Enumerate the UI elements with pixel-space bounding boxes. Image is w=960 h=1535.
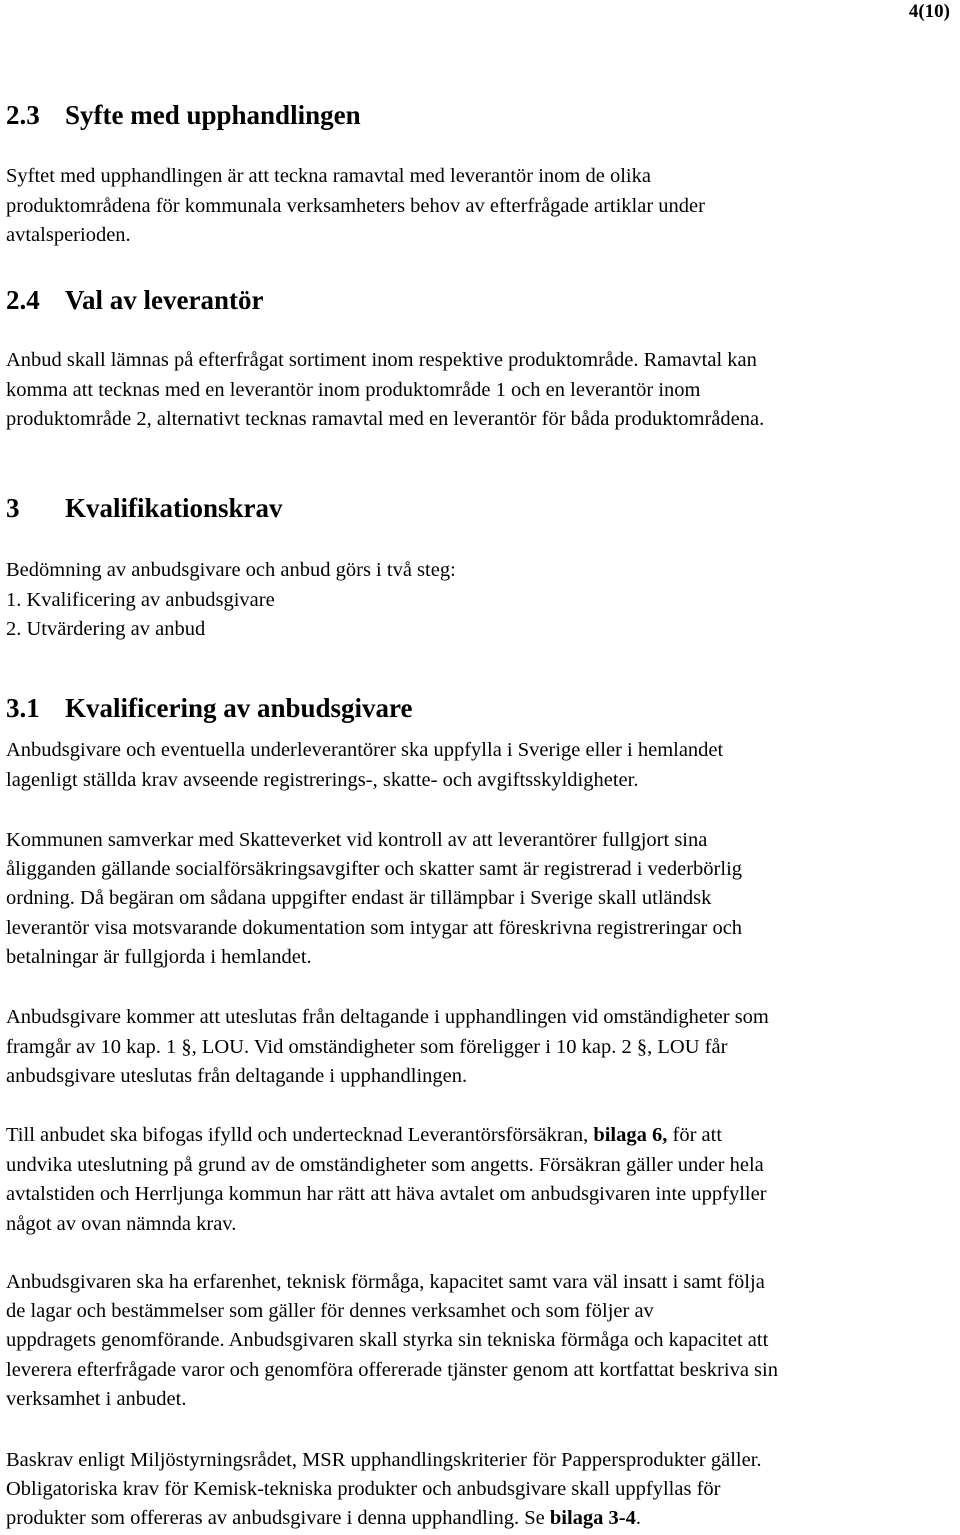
text-line: något av ovan nämnda krav. bbox=[6, 1212, 237, 1235]
text-line: Anbudsgivare och eventuella underleverantörer ska uppfylla i Sverige eller i hemlandet bbox=[6, 739, 724, 761]
text-line: ordning. Då begäran om sådana uppgifter endast är tillämpbar i Sverige skall utländsk bbox=[6, 887, 712, 910]
page-number: 4(10) bbox=[908, 1, 950, 22]
text-line: Bedömning av anbudsgivare och anbud görs i två steg: bbox=[6, 559, 456, 581]
text-line: Anbudsgivare kommer att uteslutas från deltagande i upphandlingen vid omständigheter som bbox=[6, 1006, 769, 1028]
heading-title: Kvalifikationskrav bbox=[65, 493, 283, 523]
text-line: Baskrav enligt Miljöstyrningsrådet, MSR upphandlingskriterier för Pappersprodukter gäller. bbox=[6, 1449, 762, 1471]
text-line: de lagar och bestämmelser som gäller för dennes verksamhet och som följer av bbox=[6, 1300, 654, 1323]
heading-title: Syfte med upphandlingen bbox=[65, 100, 361, 130]
paragraph-5 bbox=[6, 1268, 951, 1414]
text-line bbox=[6, 1504, 951, 1533]
text-line: leverantör visa motsvarande dokumentation som intygar att föreskrivna registreringar och bbox=[6, 916, 743, 939]
heading-3-1 bbox=[6, 692, 413, 724]
heading-2-4 bbox=[6, 284, 263, 316]
heading-3 bbox=[6, 492, 283, 524]
text-line: produktområdena för kommunala verksamheters behov av efterfrågade artiklar under bbox=[6, 194, 705, 217]
heading-number: 2.3 bbox=[6, 100, 40, 130]
paragraph-1 bbox=[6, 736, 951, 795]
text-line: leverera efterfrågade varor och genomföra offererade tjänster genom att kortfattat beskriva sin bbox=[6, 1358, 778, 1381]
text-line: produktområde 2, alternativt tecknas ramavtal med en leverantör för båda produktområdena. bbox=[6, 408, 765, 431]
paragraph-kvalifikationskrav bbox=[6, 556, 951, 645]
paragraph-syfte bbox=[6, 162, 951, 251]
heading-title: Val av leverantör bbox=[65, 285, 264, 315]
text-line: avtalsperioden. bbox=[6, 224, 131, 247]
list-item: 2. Utvärdering av anbud bbox=[6, 618, 206, 641]
text-line: betalningar är fullgjorda i hemlandet. bbox=[6, 945, 312, 968]
text-line: uppdragets genomförande. Anbudsgivaren skall styrka sin tekniska förmåga och kapacitet att bbox=[6, 1329, 769, 1352]
text-line bbox=[6, 1121, 951, 1151]
heading-number: 3 bbox=[6, 493, 20, 523]
heading-number: 2.4 bbox=[6, 285, 40, 315]
text-line: Anbud skall lämnas på efterfrågat sortiment inom respektive produktområde. Ramavtal kan bbox=[6, 349, 757, 371]
heading-number: 3.1 bbox=[6, 693, 40, 723]
text-line: framgår av 10 kap. 1 §, LOU. Vid omständigheter som föreligger i 10 kap. 2 §, LOU får bbox=[6, 1035, 728, 1058]
text-line: undvika uteslutning på grund av de omständigheter som angetts. Försäkran gäller under hela bbox=[6, 1153, 764, 1176]
text-run: för att bbox=[667, 1124, 723, 1146]
bilaga-3-4-reference: bilaga 3-4 bbox=[549, 1507, 636, 1530]
text-line: Syftet med upphandlingen är att teckna ramavtal med leverantör inom de olika bbox=[6, 165, 651, 187]
text-run: produkter som offereras av anbudsgivare i denna upphandling. Se bbox=[6, 1507, 550, 1530]
paragraph-2 bbox=[6, 826, 951, 972]
paragraph-val-av-leverantor bbox=[6, 346, 951, 435]
text-line: Kommunen samverkar med Skatteverket vid kontroll av att leverantörer fullgjort sina bbox=[6, 829, 708, 851]
text-run: Till anbudet ska bifogas ifylld och undertecknad Leverantörsförsäkran, bbox=[6, 1124, 594, 1146]
text-line: komma att tecknas med en leverantör inom produktområde 1 och en leverantör inom bbox=[6, 378, 701, 401]
paragraph-4 bbox=[6, 1121, 951, 1239]
text-line: avtalstiden och Herrljunga kommun har rätt att häva avtalet om anbudsgivaren inte uppfyller bbox=[6, 1183, 767, 1206]
text-line: Obligatoriska krav för Kemisk-tekniska produkter och anbudsgivare skall uppfyllas för bbox=[6, 1478, 721, 1501]
text-line: verksamhet i anbudet. bbox=[6, 1387, 187, 1410]
text-line: åligganden gällande socialförsäkringsavgifter och skatter samt är registrerad i vederbörlig bbox=[6, 858, 743, 881]
text-run: . bbox=[635, 1507, 641, 1530]
list-item: 1. Kvalificering av anbudsgivare bbox=[6, 588, 275, 611]
paragraph-3 bbox=[6, 1003, 951, 1092]
text-line: lagenligt ställda krav avseende registrerings-, skatte- och avgiftsskyldigheter. bbox=[6, 768, 639, 791]
bilaga-6-reference: bilaga 6, bbox=[593, 1124, 668, 1146]
heading-2-3 bbox=[6, 99, 361, 131]
text-line: anbudsgivare uteslutas från deltagande i upphandlingen. bbox=[6, 1065, 468, 1088]
text-line: Anbudsgivaren ska ha erfarenhet, teknisk förmåga, kapacitet samt vara väl insatt i samt följa bbox=[6, 1271, 765, 1293]
paragraph-6 bbox=[6, 1446, 951, 1534]
heading-title: Kvalificering av anbudsgivare bbox=[65, 693, 413, 723]
